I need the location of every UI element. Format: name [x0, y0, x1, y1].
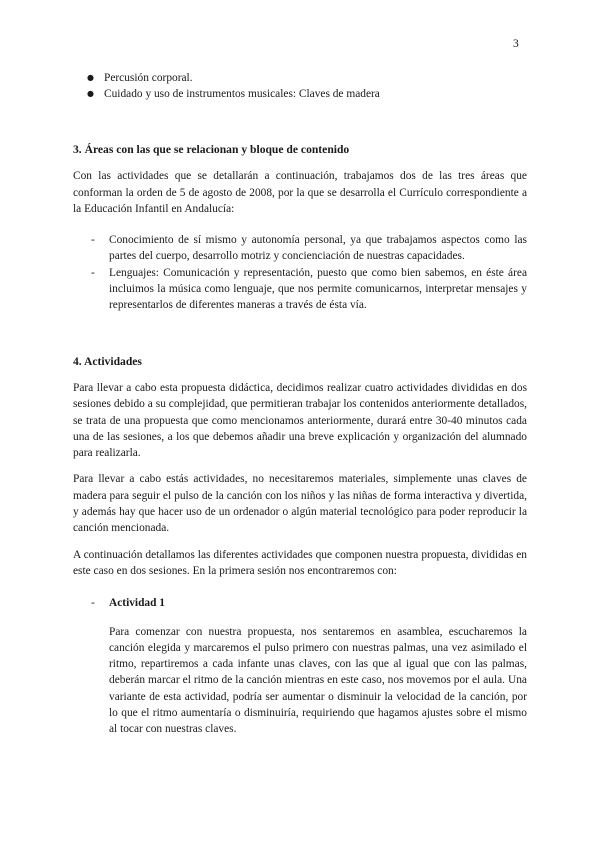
content-bullet-list: [73, 70, 527, 102]
areas-list: [73, 232, 527, 313]
document-body: [73, 70, 527, 738]
section-4-heading: 4. Actividades: [73, 354, 142, 368]
activity-1-heading: - Actividad 1: [73, 595, 527, 611]
area-item: - Lenguajes: Comunicación y representación, puesto que como bien sabemos, en éste área incluimos la música como lenguaje, que nos permite comunicarnos, interpretar mensajes y representarlos de diferentes maneras a través de ésta vía.: [73, 265, 527, 314]
area-item: - Conocimiento de sí mismo y autonomía personal, ya que trabajamos aspectos como las partes del cuerpo, desarrollo motriz y concienciación de nuestras capacidades.: [73, 232, 527, 265]
section-4-paragraph: A continuación detallamos las diferentes actividades que componen nuestra propuesta, divididas en este caso en dos sesiones. En la primera sesión nos encontraremos con:: [73, 548, 527, 577]
section-4-paragraph: Para llevar a cabo estás actividades, no necesitaremos materiales, simplemente unas claves de madera para seguir el pulso de la canción con los niños y las niñas de forma interactiva y divertida, y además hay que hacer uso de un ordenador o algún material tecnológico para poder reproducir la canción mencionada.: [73, 473, 527, 535]
section-3-heading: 3. Áreas con las que se relacionan y bloque de contenido: [73, 143, 350, 156]
bullet-item: ● Cuidado y uso de instrumentos musicales: Claves de madera: [87, 86, 527, 102]
bullet-item: ● Percusión corporal.: [87, 70, 527, 86]
section-3-intro: Con las actividades que se detallarán a continuación, trabajamos dos de las tres áreas que conforman la orden de 5 de agosto de 2008, por la que se desarrolla el Currículo correspondiente a la Educación Infantil en Andalucía:: [73, 170, 527, 215]
page-number: 3: [513, 38, 519, 50]
activity-1-body: Para comenzar con nuestra propuesta, nos sentaremos en asamblea, escucharemos la canción elegida y marcaremos el pulso primero con nuestras palmas, una vez asimilado el ritmo, repartiremos a cada infante unas claves, con las que al igual que con las palmas, deberán marcar el ritmo de la canción mientras en este caso, nos movemos por el aula. Una variante de esta actividad, podría ser aumentar o disminuir la velocidad de la canción, por lo que el ritmo aumentaría o disminuiría, requiriendo que hagamos ajustes sobre el mismo al tocar con nuestras claves.: [109, 625, 527, 736]
section-4-paragraph: Para llevar a cabo esta propuesta didáctica, decidimos realizar cuatro actividades divididas en dos sesiones debido a su complejidad, que permitieran trabajar los contenidos anteriormente detallados, se trata de una propuesta que como mencionamos anteriormente, durará entre 30-40 minutos cada una de las sesiones, a los que debemos añadir una breve explicación y organización del alumnado para realizarla.: [73, 381, 527, 460]
